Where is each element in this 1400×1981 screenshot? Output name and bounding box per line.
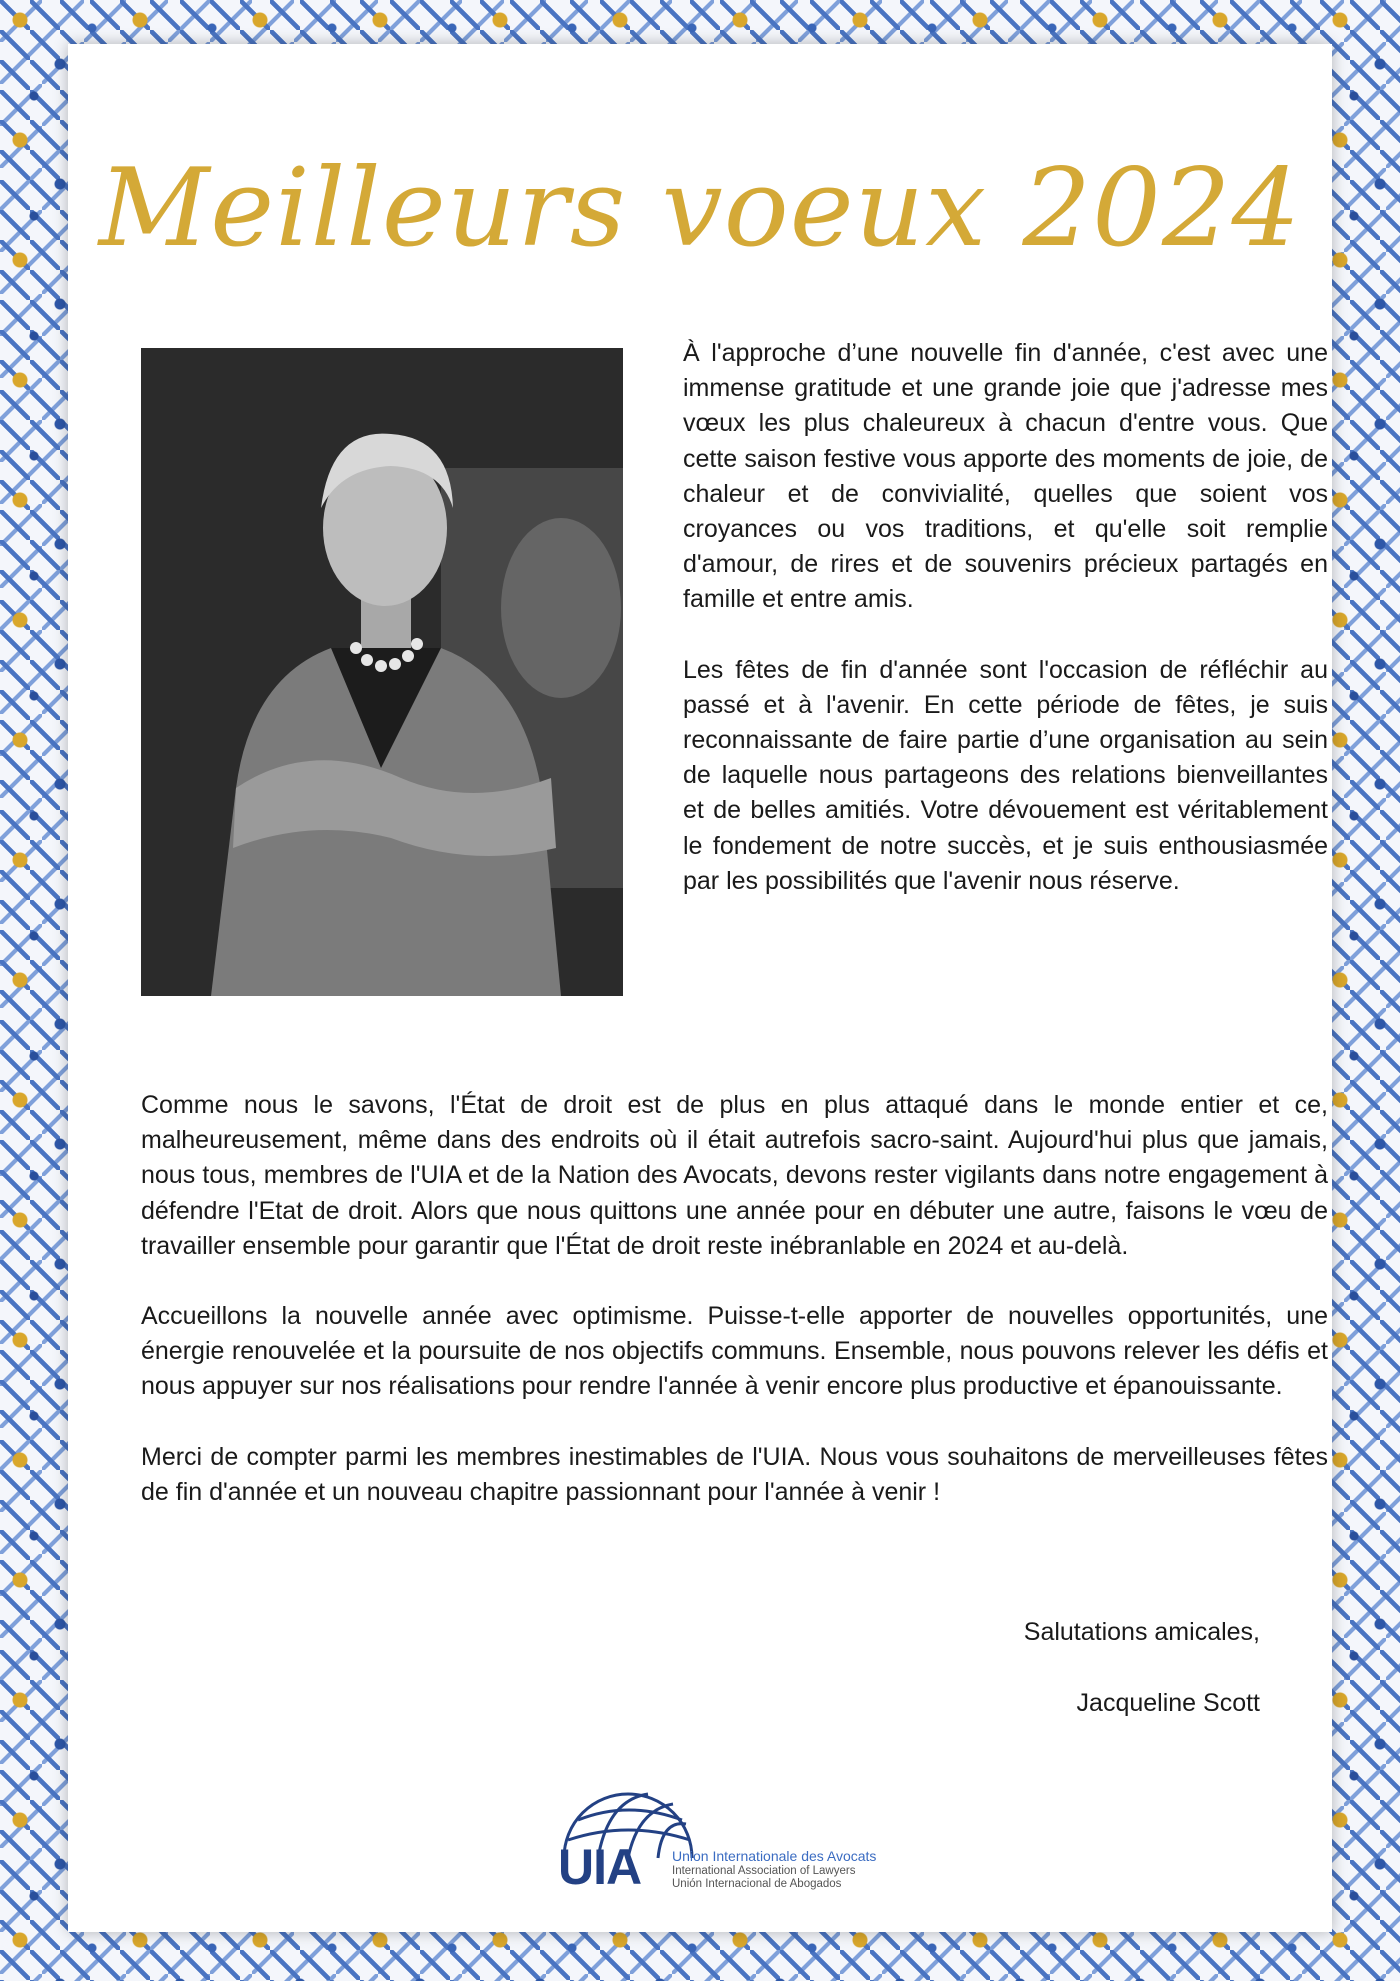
- logo-acronym: UIA: [558, 1839, 642, 1895]
- logo-line-es: Unión Internacional de Abogados: [672, 1878, 842, 1890]
- closing-line: Salutations amicales,: [1023, 1618, 1260, 1646]
- portrait-illustration: [141, 348, 623, 996]
- greeting-title: Meilleurs voeux 2024: [98, 146, 1302, 271]
- logo-line-en: International Association of Lawyers: [672, 1865, 856, 1877]
- body-text: [141, 1088, 1328, 1545]
- intro-paragraph: Les fêtes de fin d'année sont l'occasion de réfléchir au passé et à l'avenir. En cette période de fêtes, je suis reconnaissante de faire partie d’une organisation au sein de laquelle nous partageons des relations bienveillantes et de belles amitiés. Votre dévouement est véritablement le fondement de notre succès, et je suis enthousiasmée par les possibilités que l'avenir nous réserve.: [683, 655, 1328, 895]
- body-paragraph: Merci de compter parmi les membres inestimables de l'UIA. Nous vous souhaitons de merveilleuses fêtes de fin d'année et un nouveau chapitre passionnant pour l'année à venir !: [141, 1442, 1328, 1506]
- letter-card: [68, 44, 1332, 1932]
- body-paragraph: Accueillons la nouvelle année avec optimisme. Puisse-t-elle apporter de nouvelles opportunités, une énergie renouvelée et la poursuite de nos objectifs communs. Ensemble, nous pouvons relever les défis et nous appuyer sur nos réalisations pour rendre l'année à venir encore plus productive et épanouissante.: [141, 1302, 1328, 1401]
- intro-paragraph: À l'approche d’une nouvelle fin d'année, c'est avec une immense gratitude et une grande joie que j'adresse mes vœux les plus chaleureux à chacun d'entre vous. Que cette saison festive vous apporte des moments de joie, de chaleur et de convivialité, quelles que soient vos croyances ou vos traditions, et qu'elle soit remplie d'amour, de rires et de souvenirs précieux partagés en famille et entre amis.: [683, 339, 1328, 614]
- portrait-photo: [141, 348, 623, 996]
- signature-name: Jacqueline Scott: [1076, 1689, 1260, 1717]
- intro-text: [683, 336, 1328, 934]
- uia-logo: [558, 1780, 898, 1895]
- logo-line-fr: Union Internationale des Avocats: [672, 1848, 877, 1864]
- body-paragraph: Comme nous le savons, l'État de droit est de plus en plus attaqué dans le monde entier et ce, malheureusement, même dans des endroits où il était autrefois sacro-saint. Aujourd'hui plus que jamais, nous tous, membres de l'UIA et de la Nation des Avocats, devons rester vigilants dans notre engagement à défendre l'Etat de droit. Alors que nous quittons une année pour en débuter une autre, faisons le vœu de travailler ensemble pour garantir que l'État de droit reste inébranlable en 2024 et au-delà.: [141, 1091, 1328, 1260]
